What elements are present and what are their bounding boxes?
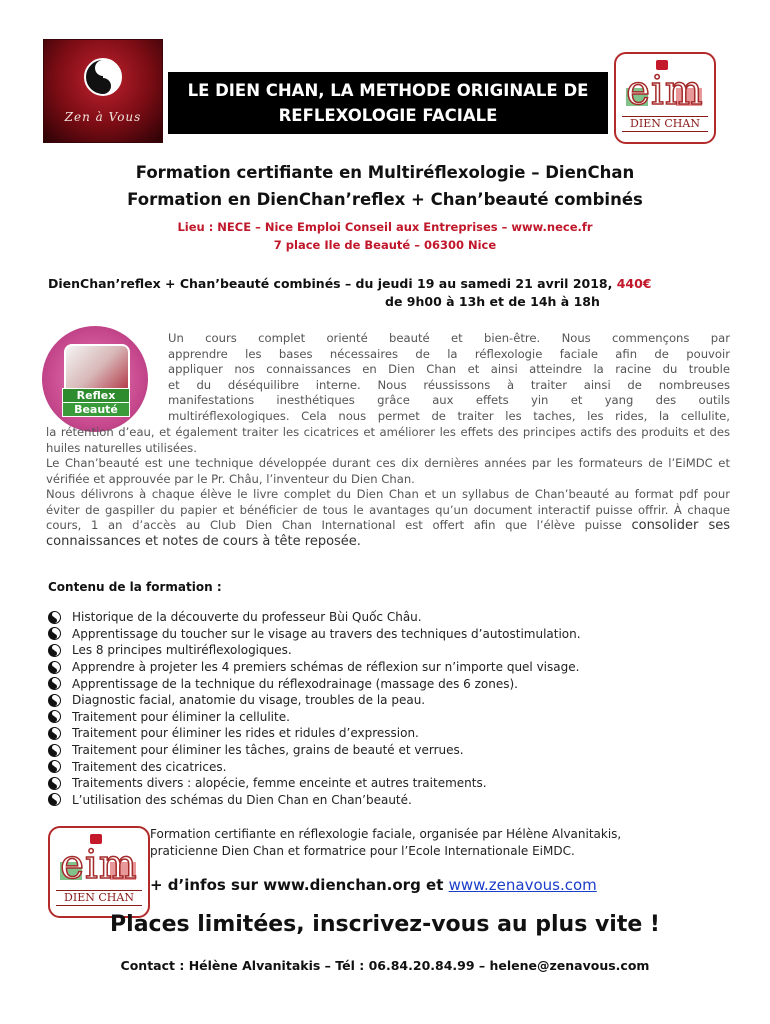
list-item <box>48 742 581 759</box>
yin-yang-bullet-icon <box>48 727 61 740</box>
intro-line: multiréflexologiques. Cela nous permet de traiter les taches, les rides, la cellulite, <box>168 408 730 423</box>
list-item-text: Apprendre à projeter les 4 premiers schémas de réflexion sur n’importe quel visage. <box>72 660 580 675</box>
list-item-text: Traitement pour éliminer les tâches, grains de beauté et verrues. <box>72 743 464 758</box>
list-item-text: Les 8 principes multiréflexologiques. <box>72 643 292 658</box>
eim-logo-caption: DIEN CHAN <box>56 890 142 906</box>
intro-paragraph-continued: la rétention d’eau, et également traiter les cicatrices et améliorer les effets des principes actifs des produits et des huiles naturelles utilisées. <box>46 425 730 455</box>
eim-logo-text: eim <box>626 68 704 114</box>
intro-line: manifestations inesthétiques grâce aux effets yin et yang des outils <box>168 393 730 408</box>
eim-logo-text: eim <box>60 842 138 888</box>
zenavous-link[interactable]: www.zenavous.com <box>448 876 597 894</box>
places-limitees-headline: Places limitées, inscrivez-vous au plus vite ! <box>110 912 660 937</box>
more-info <box>150 876 597 894</box>
course-dates-text: DienChan’reflex + Chan’beauté combinés – du jeudi 19 au samedi 21 avril 2018, <box>48 276 617 291</box>
book-paragraph <box>46 487 730 549</box>
course-dates <box>48 276 652 291</box>
location-line-2: 7 place Ile de Beauté – 06300 Nice <box>273 238 497 252</box>
list-item <box>48 626 581 643</box>
list-item <box>48 642 581 659</box>
list-item-text: Diagnostic facial, anatomie du visage, troubles de la peau. <box>72 693 426 708</box>
organizer-line-2: praticienne Dien Chan et formatrice pour l’Ecole Internationale EiMDC. <box>150 844 575 858</box>
title-banner <box>168 72 608 134</box>
list-item <box>48 709 581 726</box>
list-item <box>48 792 581 809</box>
yin-yang-bullet-icon <box>48 760 61 773</box>
eim-dien-chan-logo-top <box>614 52 716 144</box>
eim-dien-chan-logo-bottom <box>48 826 150 918</box>
list-item <box>48 725 581 742</box>
yin-yang-bullet-icon <box>48 744 61 757</box>
title-line-1: Formation certifiante en Multiréflexologie – DienChan <box>135 163 635 182</box>
zen-logo-text: Zen à Vous <box>64 110 142 124</box>
yin-yang-bullet-icon <box>48 611 61 624</box>
reflex-logo-label-1: Reflex <box>62 388 130 403</box>
banner-line-2: REFLEXOLOGIE FACIALE <box>278 106 498 125</box>
list-item-text: L’utilisation des schémas du Dien Chan en Chan’beauté. <box>72 792 412 807</box>
list-item <box>48 675 581 692</box>
content-list <box>48 609 581 808</box>
yin-yang-bullet-icon <box>48 777 61 790</box>
list-item <box>48 659 581 676</box>
yin-yang-bullet-icon <box>48 694 61 707</box>
course-hours: de 9h00 à 13h et de 14h à 18h <box>385 294 600 309</box>
intro-paragraph <box>168 331 730 425</box>
list-item <box>48 775 581 792</box>
yin-yang-icon <box>84 58 122 96</box>
more-info-text: + d’infos sur www.dienchan.org et <box>150 876 449 894</box>
yin-yang-bullet-icon <box>48 627 61 640</box>
list-item <box>48 609 581 626</box>
book-paragraph-text: Nous délivrons à chaque élève le livre complet du Dien Chan et un syllabus de Chan’beauté au format pdf pour éviter de gaspiller du papier et bénéficier de tous le avantages qu’un document interactif puisse offrir. À chaque cours, 1 an d’accès au Club Dien Chan International est offert afin que l’élève puisse <box>46 487 730 533</box>
list-item-text: Historique de la découverte du professeur Bùi Quốc Châu. <box>72 610 422 625</box>
contact-line: Contact : Hélène Alvanitakis – Tél : 06.84.20.84.99 – helene@zenavous.com <box>120 958 650 973</box>
reflex-beaute-logo <box>42 326 148 432</box>
location-line-1: Lieu : NECE – Nice Emploi Conseil aux Entreprises – www.nece.fr <box>177 220 593 234</box>
list-item <box>48 758 581 775</box>
banner-line-1: LE DIEN CHAN, LA METHODE ORIGINALE DE <box>187 81 589 100</box>
yin-yang-bullet-icon <box>48 644 61 657</box>
zen-a-vous-logo <box>44 40 162 142</box>
intro-line: appliquer nos connaissances en Dien Chan et ainsi atteindre la racine du trouble <box>168 362 730 377</box>
intro-line: Un cours complet orienté beauté et bien-être. Nous commençons par <box>168 331 730 345</box>
organizer-line-1: Formation certifiante en réflexologie faciale, organisée par Hélène Alvanitakis, <box>150 827 622 841</box>
organizer-text <box>150 826 730 860</box>
yin-yang-bullet-icon <box>48 661 61 674</box>
list-item-text: Traitement des cicatrices. <box>72 759 227 774</box>
list-item <box>48 692 581 709</box>
list-item-text: Traitement pour éliminer les rides et ridules d’expression. <box>72 726 419 741</box>
reflex-logo-label-2: Beauté <box>62 402 130 417</box>
course-price: 440€ <box>616 276 652 291</box>
book-paragraph-end: consolider ses connaissances et notes de cours à tête reposée. <box>46 518 731 549</box>
title-line-2: Formation en DienChan’reflex + Chan’beauté combinés <box>127 190 643 209</box>
yin-yang-bullet-icon <box>48 677 61 690</box>
list-item-text: Apprentissage de la technique du réflexodrainage (massage des 6 zones). <box>72 676 518 691</box>
intro-line: et du déséquilibre interne. Nous réussissons à traiter ainsi de nombreuses <box>168 377 730 392</box>
list-item-text: Traitements divers : alopécie, femme enceinte et autres traitements. <box>72 776 487 791</box>
content-heading: Contenu de la formation : <box>48 580 222 594</box>
yin-yang-bullet-icon <box>48 793 61 806</box>
yin-yang-bullet-icon <box>48 710 61 723</box>
eim-logo-caption: DIEN CHAN <box>622 116 708 132</box>
list-item-text: Apprentissage du toucher sur le visage au travers des techniques d’autostimulation. <box>72 626 581 641</box>
chan-beaute-paragraph: Le Chan’beauté est une technique développée durant ces dix dernières années par les formateurs de l’EiMDC et vérifiée et approuvée par le Pr. Châu, l’inventeur du Dien Chan. <box>46 456 730 486</box>
intro-line: apprendre les bases nécessaires de la réflexologie faciale afin de pouvoir <box>168 346 730 361</box>
list-item-text: Traitement pour éliminer la cellulite. <box>72 709 290 724</box>
